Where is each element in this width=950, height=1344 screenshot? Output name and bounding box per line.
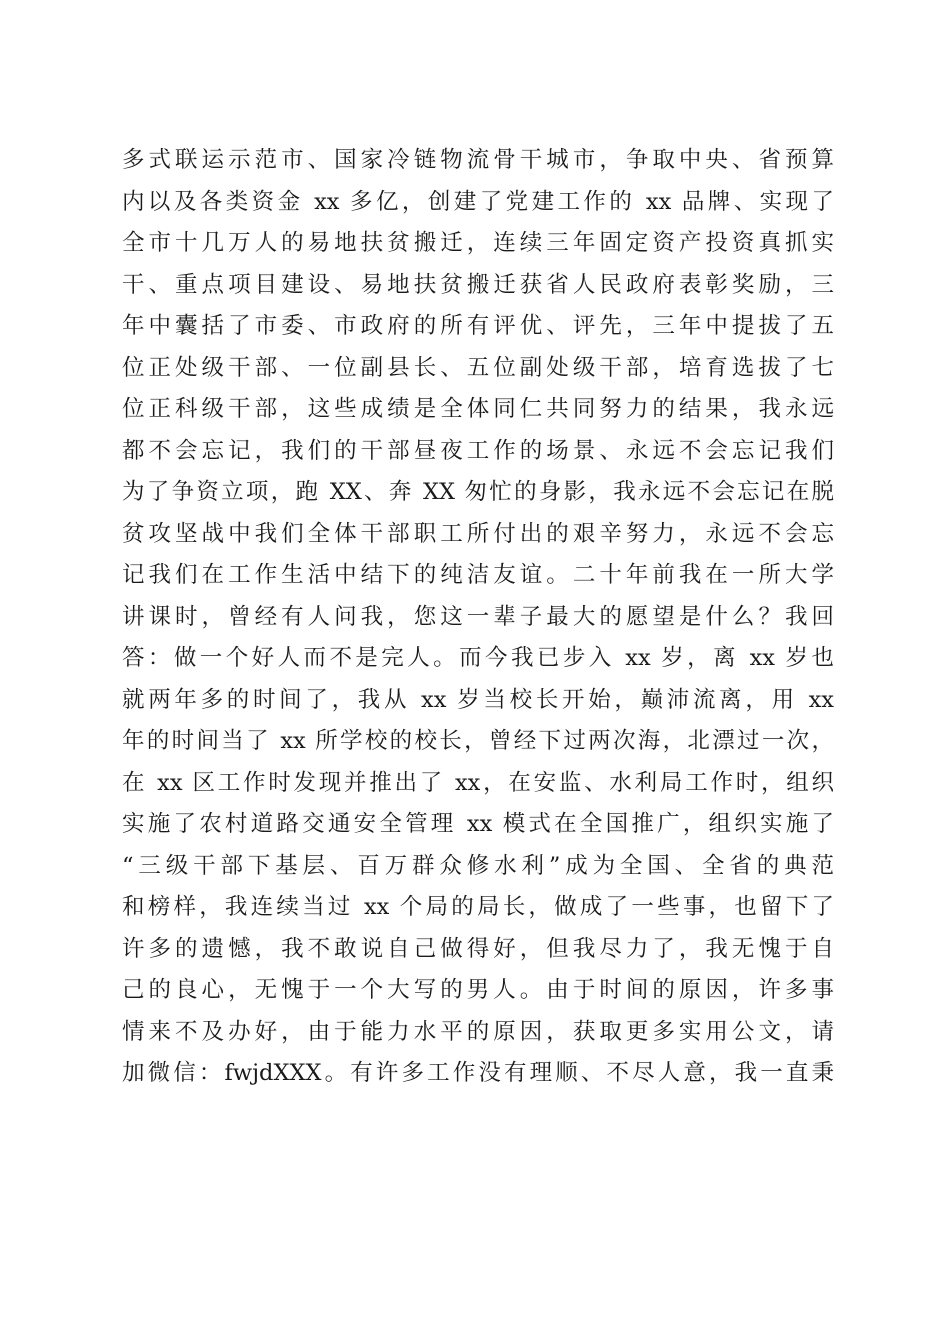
text-line: 和榜样，我连续当过 xx 个局的局长，做成了一些事，也留下了 <box>122 894 834 920</box>
text-line: 多式联运示范市、国家冷链物流骨干城市，争取中央、省预算 <box>122 147 834 173</box>
text-line: 答：做一个好人而不是完人。而今我已步入 xx 岁，离 xx 岁也 <box>122 645 834 671</box>
text-line: 许多的遗憾，我不敢说自己做得好，但我尽力了，我无愧于自 <box>122 935 834 962</box>
text-line: 在 xx 区工作时发现并推出了 xx，在安监、水利局工作时，组织 <box>122 769 834 796</box>
text-line: “三级干部下基层、百万群众修水利”成为全国、全省的典范 <box>122 852 834 879</box>
text-line: 年中囊括了市委、市政府的所有评优、评先，三年中提拔了五 <box>122 313 834 339</box>
text-line: 记我们在工作生活中结下的纯洁友谊。二十年前我在一所大学 <box>122 562 834 588</box>
text-line: 贫攻坚战中我们全体干部职工所付出的艰辛努力，永远不会忘 <box>122 520 834 547</box>
text-line: 内以及各类资金 xx 多亿，创建了党建工作的 xx 品牌、实现了 <box>122 188 834 215</box>
text-line: 全市十几万人的易地扶贫搬迁，连续三年固定资产投资真抓实 <box>122 230 834 256</box>
text-line: 年的时间当了 xx 所学校的校长，曾经下过两次海，北漂过一次， <box>122 728 834 754</box>
text-line: 情来不及办好，由于能力水平的原因，获取更多实用公文，请 <box>122 1018 834 1045</box>
text-line: 位正科级干部，这些成绩是全体同仁共同努力的结果，我永远 <box>122 396 834 422</box>
text-line: 实施了农村道路交通安全管理 xx 模式在全国推广，组织实施了 <box>122 811 834 837</box>
body-text <box>122 140 834 1095</box>
text-line: 己的良心，无愧于一个大写的男人。由于时间的原因，许多事 <box>122 977 834 1003</box>
text-line: 加微信：fwjdXXX。有许多工作没有理顺、不尽人意，我一直秉 <box>122 1060 834 1086</box>
text-line: 都不会忘记，我们的干部昼夜工作的场景、永远不会忘记我们 <box>122 437 834 464</box>
text-line: 讲课时，曾经有人问我，您这一辈子最大的愿望是什么？我回 <box>122 603 834 630</box>
text-line: 就两年多的时间了，我从 xx 岁当校长开始，巅沛流离，用 xx <box>122 686 834 713</box>
text-line: 位正处级干部、一位副县长、五位副处级干部，培育选拔了七 <box>122 354 834 381</box>
text-line: 为了争资立项，跑 XX、奔 XX 匆忙的身影，我永远不会忘记在脱 <box>122 479 834 505</box>
text-line: 干、重点项目建设、易地扶贫搬迁获省人民政府表彰奖励，三 <box>122 271 834 298</box>
